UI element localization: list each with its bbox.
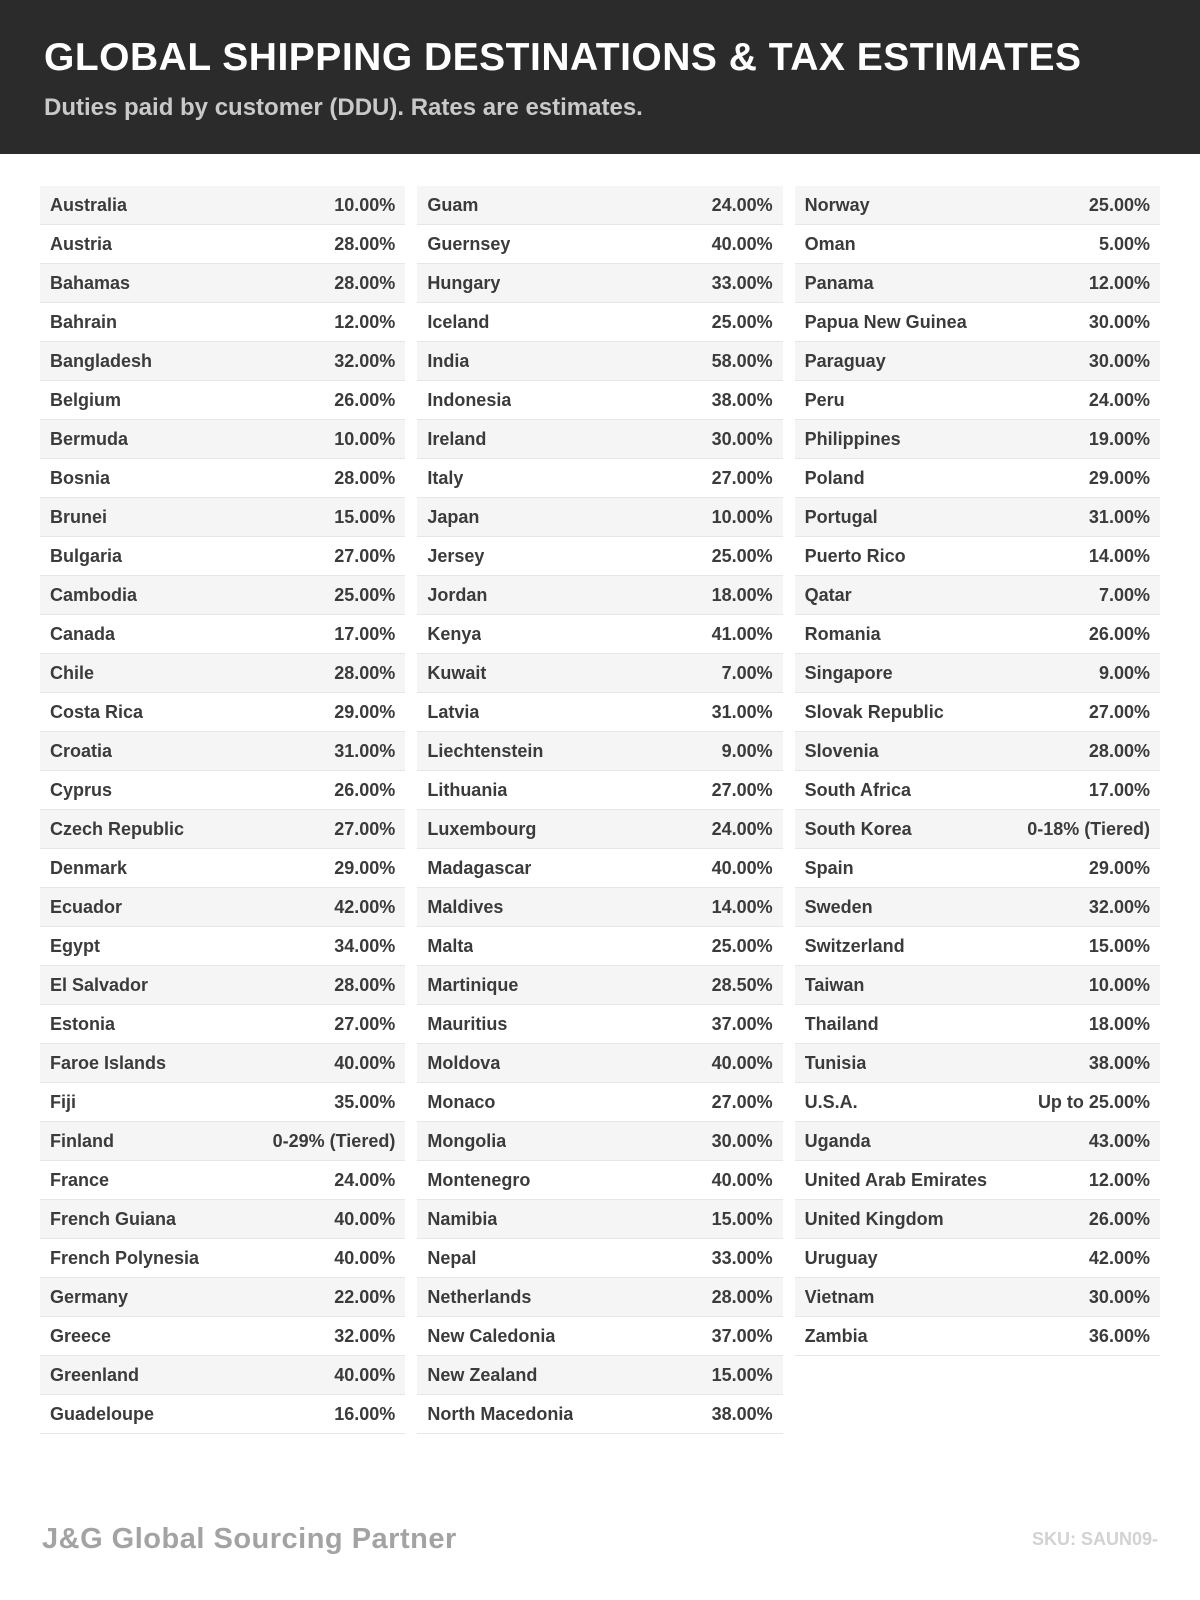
country-name: Chile bbox=[50, 662, 95, 683]
country-name: Bulgaria bbox=[50, 545, 123, 566]
tax-rate: 15.00% bbox=[711, 1208, 773, 1229]
country-name: Lithuania bbox=[427, 779, 508, 800]
tax-rate: 12.00% bbox=[1088, 1169, 1150, 1190]
country-name: Bahamas bbox=[50, 272, 131, 293]
rate-row bbox=[40, 654, 405, 693]
rate-row bbox=[795, 342, 1160, 381]
tax-rate: 29.00% bbox=[334, 701, 396, 722]
tax-rate: 24.00% bbox=[711, 818, 773, 839]
country-name: Cyprus bbox=[50, 779, 113, 800]
page-footer bbox=[0, 1523, 1200, 1556]
tax-rate: 41.00% bbox=[711, 623, 773, 644]
rate-row bbox=[417, 186, 782, 225]
country-name: Brunei bbox=[50, 506, 108, 527]
tax-rate: 10.00% bbox=[334, 194, 396, 215]
rate-row bbox=[417, 1005, 782, 1044]
country-name: United Arab Emirates bbox=[804, 1169, 988, 1190]
rate-row bbox=[40, 1200, 405, 1239]
country-name: Germany bbox=[50, 1286, 129, 1307]
rate-row bbox=[417, 420, 782, 459]
tax-rate: 18.00% bbox=[1088, 1013, 1150, 1034]
tax-rate: 12.00% bbox=[1088, 272, 1150, 293]
rate-row bbox=[417, 1083, 782, 1122]
tax-rate: 14.00% bbox=[1088, 545, 1150, 566]
country-name: New Zealand bbox=[427, 1364, 538, 1385]
tax-rate: 40.00% bbox=[711, 233, 773, 254]
tax-rate: 10.00% bbox=[334, 428, 396, 449]
country-name: Bosnia bbox=[50, 467, 111, 488]
sku-label: SKU: SAUN09- bbox=[1031, 1529, 1158, 1549]
country-name: Slovak Republic bbox=[804, 701, 944, 722]
page-title: GLOBAL SHIPPING DESTINATIONS & TAX ESTIMATES bbox=[44, 36, 1082, 79]
country-name: Nepal bbox=[427, 1247, 477, 1268]
country-name: India bbox=[427, 350, 470, 371]
tax-rate: 25.00% bbox=[711, 935, 773, 956]
tax-rate: 24.00% bbox=[711, 194, 773, 215]
tax-rate: 5.00% bbox=[1098, 233, 1150, 254]
country-name: Bangladesh bbox=[50, 350, 153, 371]
tax-rate: 26.00% bbox=[1088, 623, 1150, 644]
country-name: Kuwait bbox=[427, 662, 487, 683]
rate-row bbox=[417, 927, 782, 966]
country-name: Canada bbox=[50, 623, 116, 644]
rate-row bbox=[417, 1278, 782, 1317]
rate-row bbox=[40, 420, 405, 459]
rate-row bbox=[795, 654, 1160, 693]
rates-table bbox=[0, 154, 1200, 1434]
rate-row bbox=[40, 303, 405, 342]
tax-rate: 28.00% bbox=[334, 662, 396, 683]
rate-row bbox=[40, 1395, 405, 1434]
country-name: Austria bbox=[50, 233, 113, 254]
country-name: Tunisia bbox=[804, 1052, 867, 1073]
rate-row bbox=[795, 303, 1160, 342]
rate-row bbox=[417, 342, 782, 381]
tax-rate: 26.00% bbox=[334, 389, 396, 410]
country-name: Spain bbox=[804, 857, 854, 878]
tax-rate: 30.00% bbox=[1088, 311, 1150, 332]
country-name: French Guiana bbox=[50, 1208, 177, 1229]
rate-row bbox=[417, 888, 782, 927]
country-name: Qatar bbox=[804, 584, 852, 605]
rate-row bbox=[40, 1317, 405, 1356]
tax-rate: 27.00% bbox=[711, 467, 773, 488]
tax-rate: 15.00% bbox=[334, 506, 396, 527]
country-name: Poland bbox=[804, 467, 865, 488]
tax-rate: 28.00% bbox=[334, 974, 396, 995]
tax-rate: 38.00% bbox=[711, 389, 773, 410]
rate-row bbox=[795, 1278, 1160, 1317]
country-name: Greenland bbox=[50, 1364, 140, 1385]
tax-rate: 25.00% bbox=[711, 545, 773, 566]
tax-rate: 43.00% bbox=[1088, 1130, 1150, 1151]
tax-rate: 29.00% bbox=[1088, 857, 1150, 878]
tax-rate: 32.00% bbox=[334, 350, 396, 371]
tax-rate: 14.00% bbox=[711, 896, 773, 917]
tax-rate: 24.00% bbox=[334, 1169, 396, 1190]
rate-row bbox=[417, 654, 782, 693]
rate-row bbox=[795, 615, 1160, 654]
rate-row bbox=[40, 1356, 405, 1395]
tax-rate: 38.00% bbox=[1088, 1052, 1150, 1073]
rate-row bbox=[795, 1161, 1160, 1200]
rate-row bbox=[417, 459, 782, 498]
country-name: Indonesia bbox=[427, 389, 512, 410]
tax-rate: 35.00% bbox=[334, 1091, 396, 1112]
tax-rate: 16.00% bbox=[334, 1403, 396, 1424]
rate-row bbox=[40, 1005, 405, 1044]
tax-rate: 28.50% bbox=[711, 974, 773, 995]
tax-rate: 31.00% bbox=[711, 701, 773, 722]
rate-row bbox=[40, 966, 405, 1005]
tax-rate: 25.00% bbox=[1088, 194, 1150, 215]
rate-row bbox=[417, 225, 782, 264]
tax-rate: 22.00% bbox=[334, 1286, 396, 1307]
rates-column-3 bbox=[795, 186, 1160, 1356]
country-name: Romania bbox=[804, 623, 881, 644]
rates-column-1 bbox=[40, 186, 405, 1434]
tax-rate: 28.00% bbox=[334, 233, 396, 254]
rate-row bbox=[795, 459, 1160, 498]
country-name: Zambia bbox=[804, 1325, 868, 1346]
rate-row bbox=[795, 225, 1160, 264]
country-name: Ireland bbox=[427, 428, 487, 449]
rate-row bbox=[795, 1044, 1160, 1083]
rate-row bbox=[417, 1122, 782, 1161]
country-name: Fiji bbox=[50, 1091, 76, 1112]
tax-rate: 0-29% (Tiered) bbox=[272, 1130, 396, 1151]
country-name: Iceland bbox=[427, 311, 490, 332]
tax-rate: 32.00% bbox=[1088, 896, 1150, 917]
country-name: Singapore bbox=[804, 662, 893, 683]
rate-row bbox=[417, 771, 782, 810]
tax-rate: 26.00% bbox=[334, 779, 396, 800]
country-name: Latvia bbox=[427, 701, 480, 722]
tax-rate: 15.00% bbox=[1088, 935, 1150, 956]
country-name: Italy bbox=[427, 467, 464, 488]
rate-row bbox=[795, 537, 1160, 576]
tax-rate: 30.00% bbox=[1088, 350, 1150, 371]
country-name: Liechtenstein bbox=[427, 740, 544, 761]
rate-row bbox=[417, 1239, 782, 1278]
country-name: Guam bbox=[427, 194, 479, 215]
tax-rate: 15.00% bbox=[711, 1364, 773, 1385]
tax-rate: 40.00% bbox=[711, 1169, 773, 1190]
country-name: Moldova bbox=[427, 1052, 501, 1073]
country-name: Malta bbox=[427, 935, 474, 956]
tax-rate: 31.00% bbox=[334, 740, 396, 761]
country-name: South Korea bbox=[804, 818, 912, 839]
country-name: Maldives bbox=[427, 896, 504, 917]
rate-row bbox=[40, 1161, 405, 1200]
country-name: New Caledonia bbox=[427, 1325, 556, 1346]
country-name: Vietnam bbox=[804, 1286, 875, 1307]
country-name: Jersey bbox=[427, 545, 485, 566]
tax-rate: 10.00% bbox=[711, 506, 773, 527]
rate-row bbox=[417, 264, 782, 303]
rate-row bbox=[417, 1317, 782, 1356]
country-name: South Africa bbox=[804, 779, 911, 800]
rate-row bbox=[795, 1083, 1160, 1122]
tax-rate: 0-18% (Tiered) bbox=[1027, 818, 1150, 839]
rate-row bbox=[795, 732, 1160, 771]
rate-row bbox=[795, 1200, 1160, 1239]
country-name: Luxembourg bbox=[427, 818, 537, 839]
tax-rate: 10.00% bbox=[1088, 974, 1150, 995]
country-name: Papua New Guinea bbox=[804, 311, 967, 332]
rate-row bbox=[417, 1395, 782, 1434]
tax-rate: 17.00% bbox=[334, 623, 396, 644]
country-name: North Macedonia bbox=[427, 1403, 574, 1424]
rate-row bbox=[40, 927, 405, 966]
tax-rate: 18.00% bbox=[711, 584, 773, 605]
tax-rate: 42.00% bbox=[334, 896, 396, 917]
tax-rate: 42.00% bbox=[1088, 1247, 1150, 1268]
rate-row bbox=[795, 420, 1160, 459]
rate-row bbox=[795, 576, 1160, 615]
country-name: Cambodia bbox=[50, 584, 138, 605]
tax-rate: 12.00% bbox=[334, 311, 396, 332]
rate-row bbox=[417, 693, 782, 732]
tax-rate: 9.00% bbox=[1098, 662, 1150, 683]
rate-row bbox=[40, 264, 405, 303]
tax-rate: 40.00% bbox=[334, 1208, 396, 1229]
country-name: United Kingdom bbox=[804, 1208, 944, 1229]
rate-row bbox=[417, 1044, 782, 1083]
tax-rate: 40.00% bbox=[334, 1364, 396, 1385]
country-name: Bahrain bbox=[50, 311, 118, 332]
country-name: Paraguay bbox=[804, 350, 886, 371]
rate-row bbox=[795, 1005, 1160, 1044]
country-name: Panama bbox=[804, 272, 874, 293]
rate-row bbox=[40, 186, 405, 225]
rate-row bbox=[40, 498, 405, 537]
tax-rate: 27.00% bbox=[711, 779, 773, 800]
rate-row bbox=[40, 342, 405, 381]
rate-row bbox=[40, 576, 405, 615]
rate-row bbox=[40, 693, 405, 732]
country-name: Uganda bbox=[804, 1130, 871, 1151]
rate-row bbox=[417, 1356, 782, 1395]
country-name: Australia bbox=[50, 194, 128, 215]
rate-row bbox=[40, 615, 405, 654]
country-name: Slovenia bbox=[804, 740, 879, 761]
country-name: Norway bbox=[804, 194, 870, 215]
country-name: Guernsey bbox=[427, 233, 511, 254]
country-name: Philippines bbox=[804, 428, 901, 449]
country-name: Madagascar bbox=[427, 857, 532, 878]
rate-row bbox=[417, 810, 782, 849]
country-name: Oman bbox=[804, 233, 856, 254]
rate-row bbox=[40, 888, 405, 927]
tax-rate: 33.00% bbox=[711, 272, 773, 293]
country-name: Martinique bbox=[427, 974, 519, 995]
country-name: Guadeloupe bbox=[50, 1403, 155, 1424]
country-name: Netherlands bbox=[427, 1286, 532, 1307]
rate-row bbox=[795, 693, 1160, 732]
tax-rate: 30.00% bbox=[1088, 1286, 1150, 1307]
tax-rate: Up to 25.00% bbox=[1037, 1091, 1150, 1112]
tax-rate: 40.00% bbox=[334, 1052, 396, 1073]
rate-row bbox=[40, 1083, 405, 1122]
rate-row bbox=[417, 849, 782, 888]
tax-rate: 40.00% bbox=[334, 1247, 396, 1268]
rate-row bbox=[795, 264, 1160, 303]
country-name: Ecuador bbox=[50, 896, 123, 917]
country-name: France bbox=[50, 1169, 110, 1190]
tax-rate: 33.00% bbox=[711, 1247, 773, 1268]
country-name: Sweden bbox=[804, 896, 873, 917]
tax-rate: 27.00% bbox=[334, 818, 396, 839]
country-name: Bermuda bbox=[50, 428, 129, 449]
country-name: Belgium bbox=[50, 389, 122, 410]
country-name: Montenegro bbox=[427, 1169, 531, 1190]
page-subtitle: Duties paid by customer (DDU). Rates are estimates. bbox=[44, 94, 643, 121]
country-name: Kenya bbox=[427, 623, 482, 644]
rate-row bbox=[795, 1122, 1160, 1161]
rate-row bbox=[795, 381, 1160, 420]
country-name: Mongolia bbox=[427, 1130, 507, 1151]
tax-rate: 28.00% bbox=[334, 272, 396, 293]
country-name: Croatia bbox=[50, 740, 113, 761]
tax-rate: 28.00% bbox=[334, 467, 396, 488]
rate-row bbox=[417, 537, 782, 576]
rate-row bbox=[417, 576, 782, 615]
tax-rate: 36.00% bbox=[1088, 1325, 1150, 1346]
tax-rate: 29.00% bbox=[1088, 467, 1150, 488]
rate-row bbox=[795, 1317, 1160, 1356]
country-name: Thailand bbox=[804, 1013, 879, 1034]
tax-rate: 38.00% bbox=[711, 1403, 773, 1424]
tax-rate: 28.00% bbox=[711, 1286, 773, 1307]
tax-rate: 31.00% bbox=[1088, 506, 1150, 527]
rate-row bbox=[40, 1122, 405, 1161]
rate-row bbox=[40, 381, 405, 420]
rate-row bbox=[795, 927, 1160, 966]
rate-row bbox=[40, 810, 405, 849]
country-name: Egypt bbox=[50, 935, 101, 956]
tax-rate: 24.00% bbox=[1088, 389, 1150, 410]
country-name: Taiwan bbox=[804, 974, 865, 995]
rate-row bbox=[795, 186, 1160, 225]
country-name: Finland bbox=[50, 1130, 114, 1151]
country-name: Czech Republic bbox=[50, 818, 185, 839]
rate-row bbox=[417, 966, 782, 1005]
rate-row bbox=[795, 771, 1160, 810]
tax-rate: 40.00% bbox=[711, 1052, 773, 1073]
rate-row bbox=[40, 1044, 405, 1083]
tax-rate: 37.00% bbox=[711, 1325, 773, 1346]
country-name: Denmark bbox=[50, 857, 128, 878]
tax-rate: 30.00% bbox=[711, 428, 773, 449]
rate-row bbox=[795, 810, 1160, 849]
tax-rate: 17.00% bbox=[1088, 779, 1150, 800]
country-name: Costa Rica bbox=[50, 701, 144, 722]
country-name: Portugal bbox=[804, 506, 878, 527]
rate-row bbox=[40, 771, 405, 810]
rate-row bbox=[40, 732, 405, 771]
tax-rate: 27.00% bbox=[711, 1091, 773, 1112]
rate-row bbox=[417, 381, 782, 420]
rates-column-2 bbox=[417, 186, 782, 1434]
rate-row bbox=[40, 225, 405, 264]
country-name: Switzerland bbox=[804, 935, 905, 956]
country-name: French Polynesia bbox=[50, 1247, 200, 1268]
rate-row bbox=[417, 1200, 782, 1239]
rate-row bbox=[40, 537, 405, 576]
tax-rate: 9.00% bbox=[721, 740, 773, 761]
country-name: Jordan bbox=[427, 584, 488, 605]
tax-rate: 27.00% bbox=[334, 545, 396, 566]
country-name: El Salvador bbox=[50, 974, 149, 995]
rate-row bbox=[795, 849, 1160, 888]
rate-row bbox=[417, 303, 782, 342]
rate-row bbox=[40, 1239, 405, 1278]
rate-row bbox=[417, 498, 782, 537]
tax-rate: 58.00% bbox=[711, 350, 773, 371]
country-name: U.S.A. bbox=[804, 1091, 858, 1112]
tax-rate: 40.00% bbox=[711, 857, 773, 878]
rate-row bbox=[417, 732, 782, 771]
tax-rate: 7.00% bbox=[721, 662, 773, 683]
country-name: Faroe Islands bbox=[50, 1052, 167, 1073]
country-name: Puerto Rico bbox=[804, 545, 906, 566]
tax-rate: 27.00% bbox=[334, 1013, 396, 1034]
country-name: Greece bbox=[50, 1325, 112, 1346]
tax-rate: 27.00% bbox=[1088, 701, 1150, 722]
rate-row bbox=[40, 849, 405, 888]
country-name: Monaco bbox=[427, 1091, 496, 1112]
country-name: Namibia bbox=[427, 1208, 498, 1229]
tax-rate: 30.00% bbox=[711, 1130, 773, 1151]
rate-row bbox=[795, 888, 1160, 927]
page-header bbox=[0, 0, 1200, 154]
country-name: Mauritius bbox=[427, 1013, 508, 1034]
tax-rate: 26.00% bbox=[1088, 1208, 1150, 1229]
rate-row bbox=[40, 1278, 405, 1317]
rate-row bbox=[795, 966, 1160, 1005]
country-name: Japan bbox=[427, 506, 480, 527]
country-name: Uruguay bbox=[804, 1247, 878, 1268]
rate-row bbox=[795, 1239, 1160, 1278]
country-name: Peru bbox=[804, 389, 845, 410]
tax-rate: 19.00% bbox=[1088, 428, 1150, 449]
brand-label: J&G Global Sourcing Partner bbox=[42, 1523, 457, 1555]
tax-rate: 25.00% bbox=[711, 311, 773, 332]
tax-rate: 29.00% bbox=[334, 857, 396, 878]
country-name: Estonia bbox=[50, 1013, 116, 1034]
rate-row bbox=[417, 615, 782, 654]
tax-rate: 32.00% bbox=[334, 1325, 396, 1346]
rate-row bbox=[417, 1161, 782, 1200]
rate-row bbox=[40, 459, 405, 498]
tax-rate: 37.00% bbox=[711, 1013, 773, 1034]
tax-rate: 28.00% bbox=[1088, 740, 1150, 761]
rate-row bbox=[795, 498, 1160, 537]
tax-rate: 7.00% bbox=[1098, 584, 1150, 605]
country-name: Hungary bbox=[427, 272, 501, 293]
tax-rate: 34.00% bbox=[334, 935, 396, 956]
tax-rate: 25.00% bbox=[334, 584, 396, 605]
